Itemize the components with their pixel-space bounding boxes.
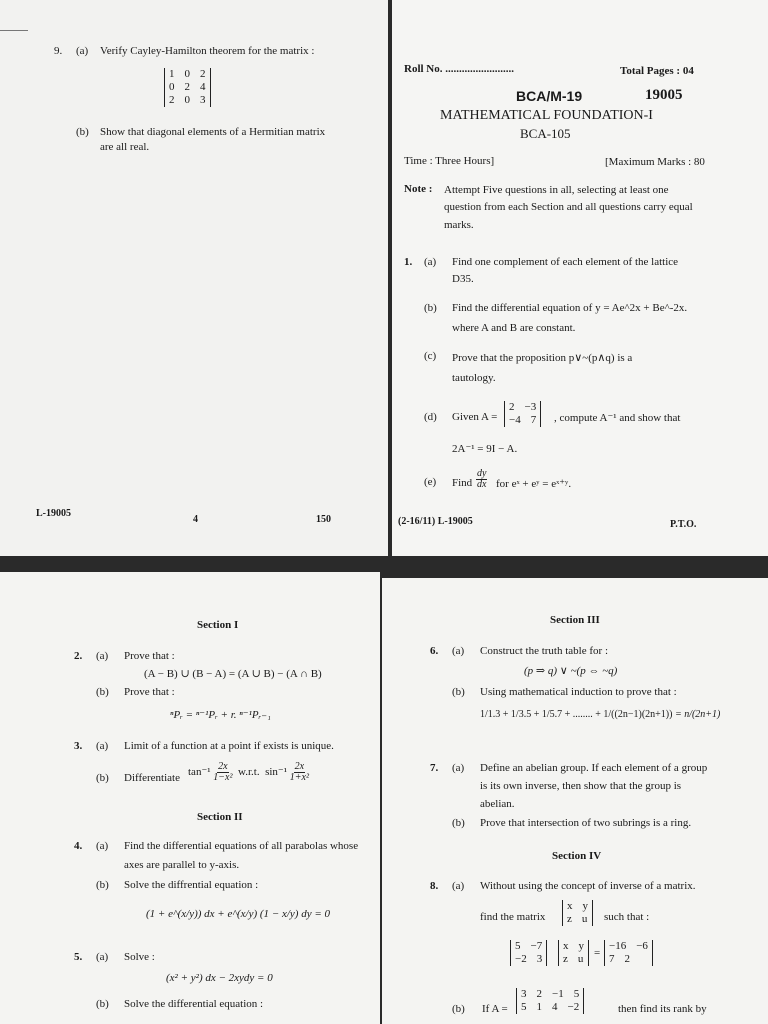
q3b-num1: 2x <box>218 761 228 772</box>
section-3-heading: Section III <box>550 614 600 626</box>
note-label: Note : <box>404 183 433 195</box>
page-bottom-left <box>0 572 380 1024</box>
q5a-text: Solve : <box>124 951 155 963</box>
q1a-line2: D35. <box>452 273 474 285</box>
q7a-line2: is its own inverse, then show that the group is <box>480 780 682 792</box>
q8a-line1: Without using the concept of inverse of a matrix. <box>480 880 696 892</box>
q8a-matrix-left-cell: −2 <box>515 953 527 965</box>
q8a-matrix-xy-cell: x <box>563 940 569 952</box>
q3b-text: Differentiate <box>124 772 180 784</box>
q5b-text: Solve the differential equation : <box>124 998 264 1010</box>
page-top-right <box>392 0 768 556</box>
q2a-equation: (A − B) ∪ (B − A) = (A ∪ B) − (A ∩ B) <box>144 668 322 680</box>
q1e-dy: dy <box>477 468 487 479</box>
q5a-equation: (x² + y²) dx − 2xydy = 0 <box>166 972 273 984</box>
q9a-matrix-cell: 4 <box>200 81 206 93</box>
q4b-equation: (1 + e^(x/y)) dx + e^(x/y) (1 − x/y) dy = 0 <box>146 908 331 920</box>
section-4-heading: Section IV <box>552 850 602 862</box>
q7a-line3: abelian. <box>480 798 515 810</box>
q7b-label: (b) <box>452 817 465 829</box>
q2-number: 2. <box>74 650 83 662</box>
footer-left: L-19005 <box>36 508 71 519</box>
q1d-label: (d) <box>424 411 437 423</box>
footer-page-number: 4 <box>193 514 198 525</box>
q9a-matrix-row <box>169 68 206 81</box>
q3a-label: (a) <box>96 740 109 752</box>
q1d-matrix-cell: −3 <box>524 401 537 413</box>
max-marks: [Maximum Marks : 80 <box>605 156 705 168</box>
q2b-text: Prove that : <box>124 686 175 698</box>
q8a-matrix-right-row <box>609 940 648 953</box>
roll-no: Roll No. ......................... <box>404 63 514 75</box>
q7a-label: (a) <box>452 762 465 774</box>
q1b-label: (b) <box>424 302 437 314</box>
q1d-given: Given A = <box>452 411 498 423</box>
q1d-matrix-cell: −4 <box>509 414 521 426</box>
q2a-label: (a) <box>96 650 109 662</box>
q1a-label: (a) <box>424 256 437 268</box>
q8a-label: (a) <box>452 880 465 892</box>
q2b-label: (b) <box>96 686 109 698</box>
q3b-den2: 1+x² <box>289 772 309 783</box>
section-1-heading: Section I <box>197 619 239 631</box>
q8a-unknown-matrix-row <box>567 900 588 913</box>
q4a-line2: axes are parallel to y-axis. <box>124 859 240 871</box>
q9a-matrix <box>164 68 211 107</box>
q3b-wrt: w.r.t. <box>237 766 260 779</box>
q6b-text: Using mathematical induction to prove that : <box>480 686 677 698</box>
paper-code: 19005 <box>645 87 683 103</box>
q8a-unknown-matrix-cell: u <box>581 913 588 925</box>
total-pages: Total Pages : 04 <box>620 65 694 77</box>
q8a-matrix-left <box>510 940 547 966</box>
q8a-unknown-matrix-row <box>567 913 588 926</box>
q6b-label: (b) <box>452 686 465 698</box>
q1e-for: for eˣ + eʸ = eˣ⁺ʸ. <box>496 478 572 490</box>
q1c-line2: tautology. <box>452 372 496 384</box>
footer-left: (2-16/11) L-19005 <box>398 516 473 527</box>
q8a-matrix-xy-cell: u <box>577 953 584 965</box>
q8a-matrix-right-cell: 2 <box>624 953 630 965</box>
q6b-last-term: 1/((2n−1)(2n+1)) <box>603 709 673 720</box>
q9b-line2: are all real. <box>100 141 150 153</box>
q3b-tan: tan⁻¹ <box>188 766 211 779</box>
q2b-equation: ⁿPᵣ = ⁿ⁻¹Pᵣ + r. ⁿ⁻¹Pᵣ₋₁ <box>170 709 271 721</box>
q8a-matrix-xy-cell: y <box>578 940 584 952</box>
q7-number: 7. <box>430 762 439 774</box>
page-bottom-right <box>382 578 768 1024</box>
subject-title: MATHEMATICAL FOUNDATION-I <box>440 108 653 123</box>
q8-number: 8. <box>430 880 439 892</box>
q3b-num2: 2x <box>294 761 305 772</box>
q1-number: 1. <box>404 256 413 268</box>
footer-pto: P.T.O. <box>670 519 697 530</box>
q1e-find: Find <box>452 477 473 489</box>
q8b-matrix-row <box>521 988 579 1001</box>
q2a-text: Prove that : <box>124 650 175 662</box>
q6b-term: 1/5.7 <box>541 709 563 720</box>
q8a-matrix-right-cell: −16 <box>609 940 627 952</box>
q9a-matrix-row <box>169 81 206 94</box>
q8a-unknown-matrix-cell: y <box>582 900 588 912</box>
q1d-matrix-row <box>509 401 536 414</box>
margin-line <box>0 30 28 31</box>
q6-number: 6. <box>430 645 439 657</box>
q9a-matrix-cell: 0 <box>169 81 175 93</box>
q3b-sin: sin⁻¹ <box>265 766 288 779</box>
course-code: BCA/M-19 <box>516 88 583 104</box>
q4a-label: (a) <box>96 840 109 852</box>
q1d-matrix-row <box>509 414 536 427</box>
q5b-label: (b) <box>96 998 109 1010</box>
q8b-label: (b) <box>452 1003 465 1015</box>
q5-number: 5. <box>74 951 83 963</box>
q8a-unknown-matrix-cell: x <box>567 900 573 912</box>
q6b-term: 1/3.5 <box>510 709 532 720</box>
q8b-matrix-cell: 2 <box>536 988 542 1000</box>
q8a-matrix-left-cell: −7 <box>530 940 543 952</box>
q6b-dots: + ........ + <box>564 709 601 720</box>
q1a-line1: Find one complement of each element of the lattice <box>452 256 679 268</box>
q8b-matrix-cell: 3 <box>521 988 527 1000</box>
q1d-matrix <box>504 401 541 427</box>
note-line3: marks. <box>444 219 474 231</box>
q9a-matrix-cell: 2 <box>200 68 206 80</box>
q6b-series: 1/1.3 + 1/3.5 + 1/5.7 + ........ + 1/((2n−1)(2n+1)) = n/(2n+1) <box>480 709 721 720</box>
q5a-label: (a) <box>96 951 109 963</box>
q8a-matrix-left-cell: 3 <box>536 953 543 965</box>
note-line1: Attempt Five questions in all, selecting at least one <box>444 184 669 196</box>
q3b-expression <box>188 762 309 783</box>
q9a-matrix-cell: 2 <box>184 81 190 93</box>
time: Time : Three Hours] <box>404 155 495 167</box>
q6b-term: 1/1.3 <box>480 709 501 720</box>
q3-number: 3. <box>74 740 83 752</box>
q8a-unknown-matrix <box>562 900 593 926</box>
q8a-matrix-right-cell: 7 <box>609 953 615 965</box>
q8a-such: such that : <box>604 911 650 923</box>
q9a-matrix-cell: 1 <box>169 68 175 80</box>
q8b-if: If A = <box>482 1003 508 1015</box>
q1d-rest: , compute A⁻¹ and show that <box>554 412 681 424</box>
q8b-matrix-row <box>521 1001 579 1014</box>
q9a-matrix-cell: 0 <box>184 94 190 106</box>
q8b-matrix-cell: 1 <box>536 1001 542 1013</box>
q9a-matrix-cell: 0 <box>184 68 190 80</box>
q8b-matrix-cell: 5 <box>521 1001 527 1013</box>
q1b-line2: where A and B are constant. <box>452 322 576 334</box>
q4b-label: (b) <box>96 879 109 891</box>
q1c-label: (c) <box>424 350 437 362</box>
q8a-equals: = <box>594 947 601 959</box>
q8b-matrix-cell: 5 <box>573 988 580 1000</box>
q3b-den1: 1−x² <box>213 772 233 783</box>
q8b-matrix-cell: 4 <box>552 1001 558 1013</box>
q8a-matrix-xy-row <box>563 953 584 966</box>
q1d-matrix-cell: 2 <box>509 401 515 413</box>
q7b-text: Prove that intersection of two subrings is a ring. <box>480 817 692 829</box>
q8a-unknown-matrix-cell: z <box>567 913 572 925</box>
q6b-rhs: = n/(2n+1) <box>674 709 721 720</box>
q6a-text: Construct the truth table for : <box>480 645 608 657</box>
q8a-find: find the matrix <box>480 911 546 923</box>
q8b-matrix-cell: −1 <box>552 988 564 1000</box>
q4b-text: Solve the diffrential equation : <box>124 879 259 891</box>
q9b-label: (b) <box>76 126 89 138</box>
subject-code: BCA-105 <box>520 126 571 141</box>
q8a-matrix-left-row <box>515 940 542 953</box>
q7a-line1: Define an abelian group. If each element of a group <box>480 762 708 774</box>
q9a-text: Verify Cayley-Hamilton theorem for the matrix : <box>100 45 315 57</box>
page-top-left <box>0 0 388 556</box>
q1b-line1: Find the differential equation of y = Ae^2x + Be^-2x. <box>452 302 688 314</box>
q8a-matrix-left-cell: 5 <box>515 940 521 952</box>
q9a-label: (a) <box>76 45 89 57</box>
q1c-line1: Prove that the proposition p∨~(p∧q) is a <box>452 352 633 364</box>
q9a-matrix-cell: 2 <box>169 94 175 106</box>
q8a-matrix-right <box>604 940 653 966</box>
q9a-matrix-cell: 3 <box>200 94 206 106</box>
q1e-dx: dx <box>477 479 487 490</box>
q8a-matrix-left-row <box>515 953 542 966</box>
q1e-fraction <box>476 469 487 490</box>
q9-number: 9. <box>54 45 63 57</box>
q8b-rest: then find its rank by <box>618 1003 707 1015</box>
q8a-matrix-xy-row <box>563 940 584 953</box>
q9a-matrix-row <box>169 94 206 107</box>
section-2-heading: Section II <box>197 811 243 823</box>
q4a-line1: Find the differential equations of all parabolas whose <box>124 840 359 852</box>
q8b-matrix-cell: −2 <box>567 1001 580 1013</box>
q8b-matrix <box>516 988 584 1014</box>
q8a-matrix-right-row <box>609 953 648 966</box>
q6a-equation: (p ⇒ q) ∨ ~(p ⇔ ~q) <box>524 665 618 677</box>
footer-right: 150 <box>316 514 331 525</box>
q3b-label: (b) <box>96 772 109 784</box>
note-line2: question from each Section and all questions carry equal <box>444 201 693 213</box>
q8a-matrix-xy <box>558 940 589 966</box>
q1d-line2: 2A⁻¹ = 9I − A. <box>452 443 518 455</box>
q1e-label: (e) <box>424 476 437 488</box>
q6a-label: (a) <box>452 645 465 657</box>
q1d-matrix-cell: 7 <box>530 414 537 426</box>
q8a-matrix-right-cell: −6 <box>636 940 648 952</box>
q8a-matrix-xy-cell: z <box>563 953 568 965</box>
q4-number: 4. <box>74 840 83 852</box>
q9b-line1: Show that diagonal elements of a Hermitian matrix <box>100 126 326 138</box>
q3a-text: Limit of a function at a point if exists is unique. <box>124 740 334 752</box>
